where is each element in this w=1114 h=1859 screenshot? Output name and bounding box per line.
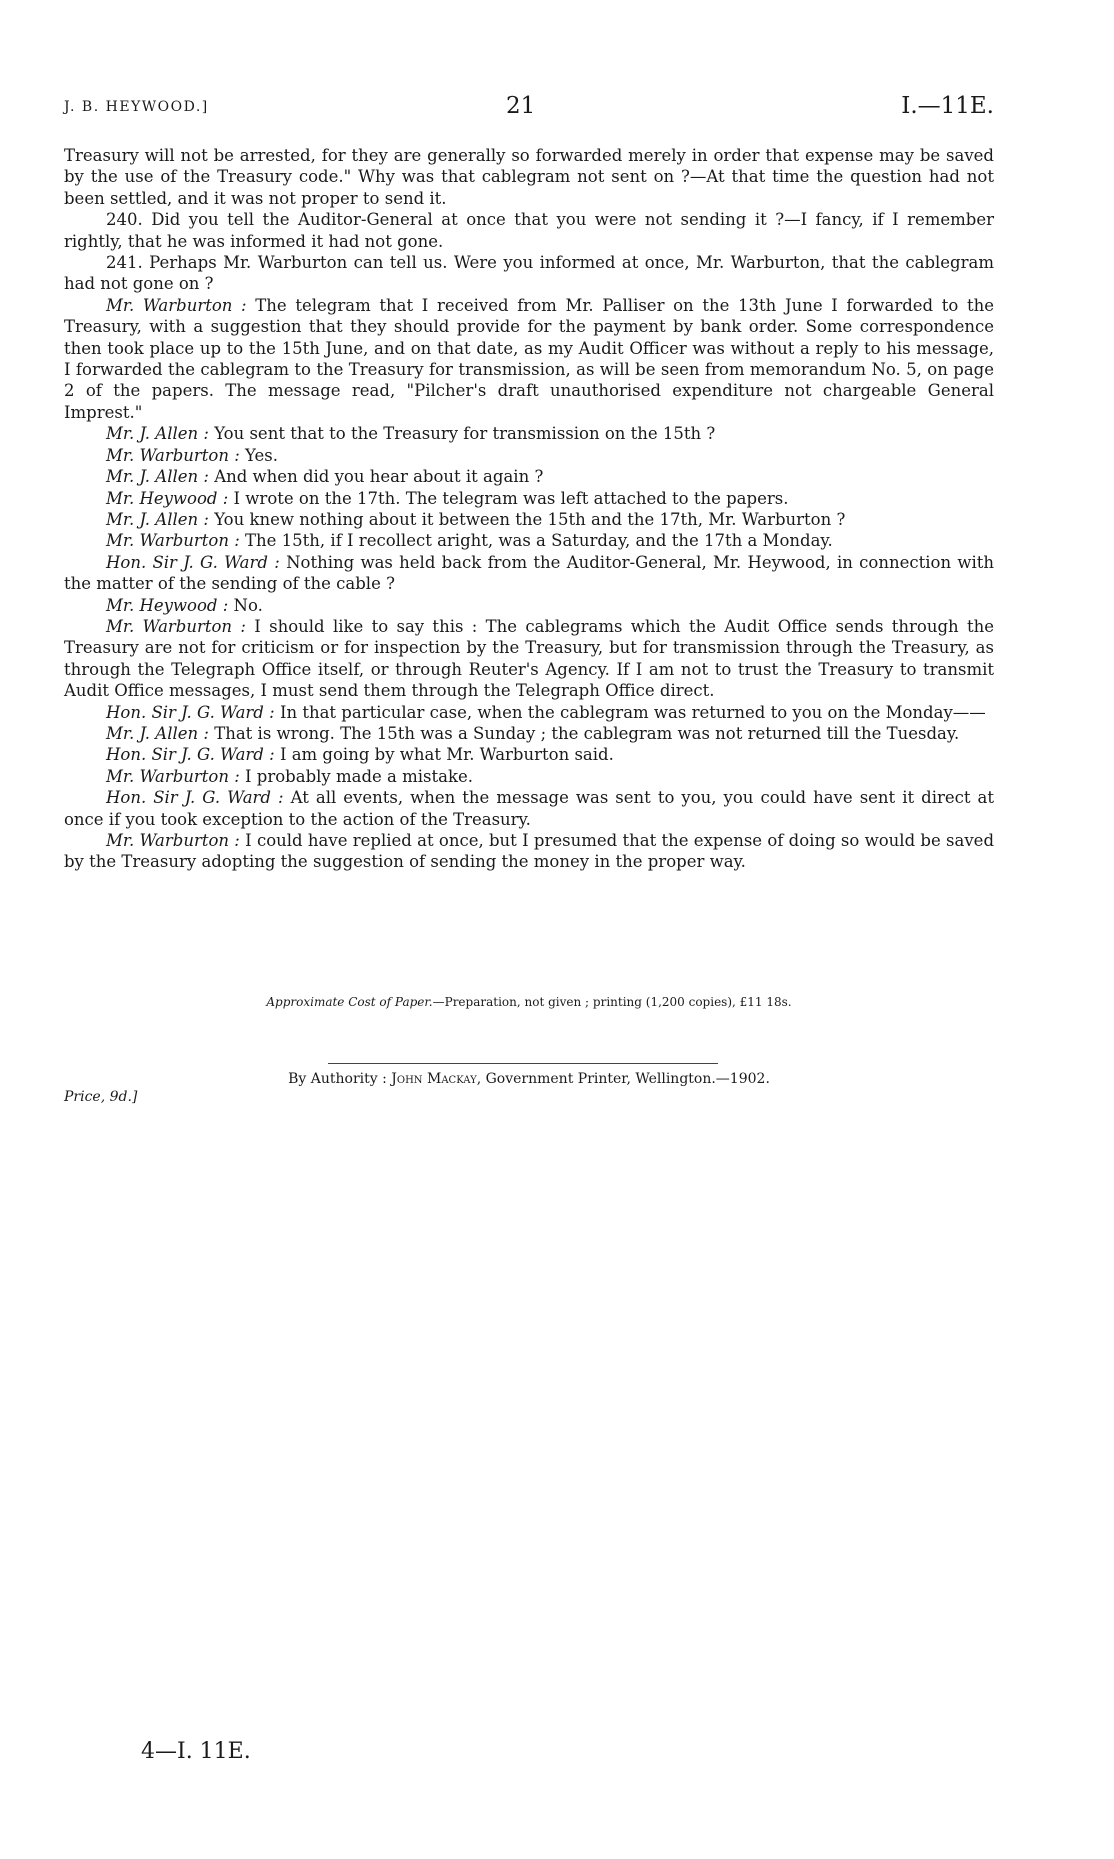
- speaker-name: Hon. Sir J. G. Ward :: [106, 788, 284, 808]
- evidence-paragraph: [64, 145, 994, 209]
- paragraph-text: The 15th, if I recollect aright, was a Saturday, and the 17th a Monday.: [245, 531, 833, 551]
- evidence-paragraph: [64, 209, 994, 252]
- paragraph-text: I should like to say this : The cablegrams which the Audit Office sends through the Treasury are not for criticism or for inspection by the Treasury, but for transmission through the Treasury, as through the Telegraph Office itself, or through Reuter's Agency. If I am not to trust the Treasury to transmit Audit Office messages, I must send them through the Telegraph Office direct.: [64, 616, 995, 701]
- evidence-paragraph: [64, 295, 994, 423]
- price-note: Price, 9d.]: [64, 1089, 138, 1105]
- evidence-paragraph: [64, 830, 994, 873]
- evidence-paragraph: [64, 445, 994, 466]
- paragraph-text: 240. Did you tell the Auditor-General at once that you were not sending it ?—I fancy, if I remember rightly, that he was informed it had not gone.: [64, 210, 994, 251]
- speaker-name: Mr. J. Allen :: [106, 509, 209, 529]
- speaker-name: Mr. Warburton :: [106, 616, 246, 636]
- paragraph-text: Treasury will not be arrested, for they are generally so forwarded merely in order that expense may be saved by the use of the Treasury code." Why was that cablegram not sent on ?—At that time the question had not been settled, and it was not proper to send it.: [64, 146, 994, 208]
- evidence-paragraph: [64, 423, 994, 444]
- speaker-name: Mr. Warburton :: [106, 831, 240, 850]
- paragraph-text: I could have replied at once, but I presumed that the expense of doing so would be saved by the Treasury adopting the suggestion of sending the money in the proper way.: [64, 831, 995, 872]
- evidence-text: [64, 145, 994, 873]
- paragraph-text: 241. Perhaps Mr. Warburton can tell us. Were you informed at once, Mr. Warburton, that the cablegram had not gone on ?: [64, 253, 994, 294]
- evidence-paragraph: [64, 616, 994, 702]
- evidence-paragraph: [64, 766, 994, 787]
- signature-mark: 4—I. 11E.: [141, 1739, 251, 1764]
- evidence-paragraph: [64, 252, 994, 295]
- running-header: [64, 93, 994, 123]
- paragraph-text: You knew nothing about it between the 15th and the 17th, Mr. Warburton ?: [214, 509, 846, 529]
- speaker-name: Mr. J. Allen :: [106, 467, 209, 487]
- speaker-name: Mr. Heywood :: [106, 488, 229, 508]
- paper-reference: I.—11E.: [901, 93, 994, 119]
- cost-text: —Preparation, not given ; printing (1,200 copies), £11 18s.: [432, 995, 792, 1009]
- evidence-paragraph: [64, 552, 994, 595]
- speaker-name: Hon. Sir J. G. Ward :: [106, 552, 280, 572]
- paragraph-text: At all events, when the message was sent to you, you could have sent it direct at once if you took exception to the action of the Treasury.: [64, 788, 994, 829]
- paragraph-text: I wrote on the 17th. The telegram was left attached to the papers.: [233, 488, 789, 508]
- paragraph-text: You sent that to the Treasury for transmission on the 15th ?: [214, 424, 716, 444]
- speaker-name: Mr. Warburton :: [106, 445, 240, 465]
- evidence-paragraph: [64, 530, 994, 551]
- speaker-name: Mr. Heywood :: [106, 595, 229, 615]
- authority-prefix: By Authority :: [288, 1071, 387, 1087]
- printer-details: , Government Printer, Wellington.—1902.: [476, 1071, 770, 1087]
- evidence-paragraph: [64, 702, 994, 723]
- page-number: 21: [506, 93, 536, 119]
- printer-authority: [64, 1071, 994, 1087]
- evidence-paragraph: [64, 595, 994, 616]
- evidence-paragraph: [64, 509, 994, 530]
- cost-label: Approximate Cost of Paper.: [266, 995, 433, 1009]
- paragraph-text: Nothing was held back from the Auditor-General, Mr. Heywood, in connection with the matter of the sending of the cable ?: [64, 552, 994, 594]
- speaker-name: Hon. Sir J. G. Ward :: [106, 702, 275, 722]
- evidence-paragraph: [64, 466, 994, 487]
- paragraph-text: The telegram that I received from Mr. Palliser on the 13th June I forwarded to the Treasury, with a suggestion that they should provide for the payment by bank order. Some correspondence then took place up to the 15th June, and on that date, as my Audit Officer was without a reply to his message, I forwarded the cablegram to the Treasury for transmission, as will be seen from memorandum No. 5, on page 2 of the papers. The message read, "Pilcher's draft unauthorised expenditure not chargeable General Imprest.": [64, 295, 995, 422]
- speaker-name: Mr. J. Allen :: [106, 424, 209, 444]
- paragraph-text: Yes.: [245, 445, 278, 465]
- paragraph-text: I probably made a mistake.: [245, 766, 473, 786]
- speaker-name: Mr. Warburton :: [106, 531, 240, 551]
- paragraph-text: I am going by what Mr. Warburton said.: [279, 745, 614, 765]
- divider-rule: [328, 1063, 718, 1064]
- paragraph-text: No.: [233, 595, 263, 615]
- header-witness-name: J. B. HEYWOOD.]: [64, 99, 209, 115]
- speaker-name: Mr. Warburton :: [106, 766, 240, 786]
- speaker-name: Mr. J. Allen :: [106, 723, 209, 743]
- cost-of-paper-note: [64, 995, 994, 1009]
- speaker-name: Mr. Warburton :: [106, 295, 247, 315]
- speaker-name: Hon. Sir J. G. Ward :: [106, 745, 275, 765]
- evidence-paragraph: [64, 744, 994, 765]
- paragraph-text: In that particular case, when the cablegram was returned to you on the Monday——: [279, 702, 986, 722]
- printer-name: John Mackay: [391, 1071, 477, 1087]
- evidence-paragraph: [64, 723, 994, 744]
- paragraph-text: And when did you hear about it again ?: [214, 467, 544, 487]
- evidence-paragraph: [64, 488, 994, 509]
- paragraph-text: That is wrong. The 15th was a Sunday ; the cablegram was not returned till the Tuesday.: [214, 723, 960, 743]
- evidence-paragraph: [64, 787, 994, 830]
